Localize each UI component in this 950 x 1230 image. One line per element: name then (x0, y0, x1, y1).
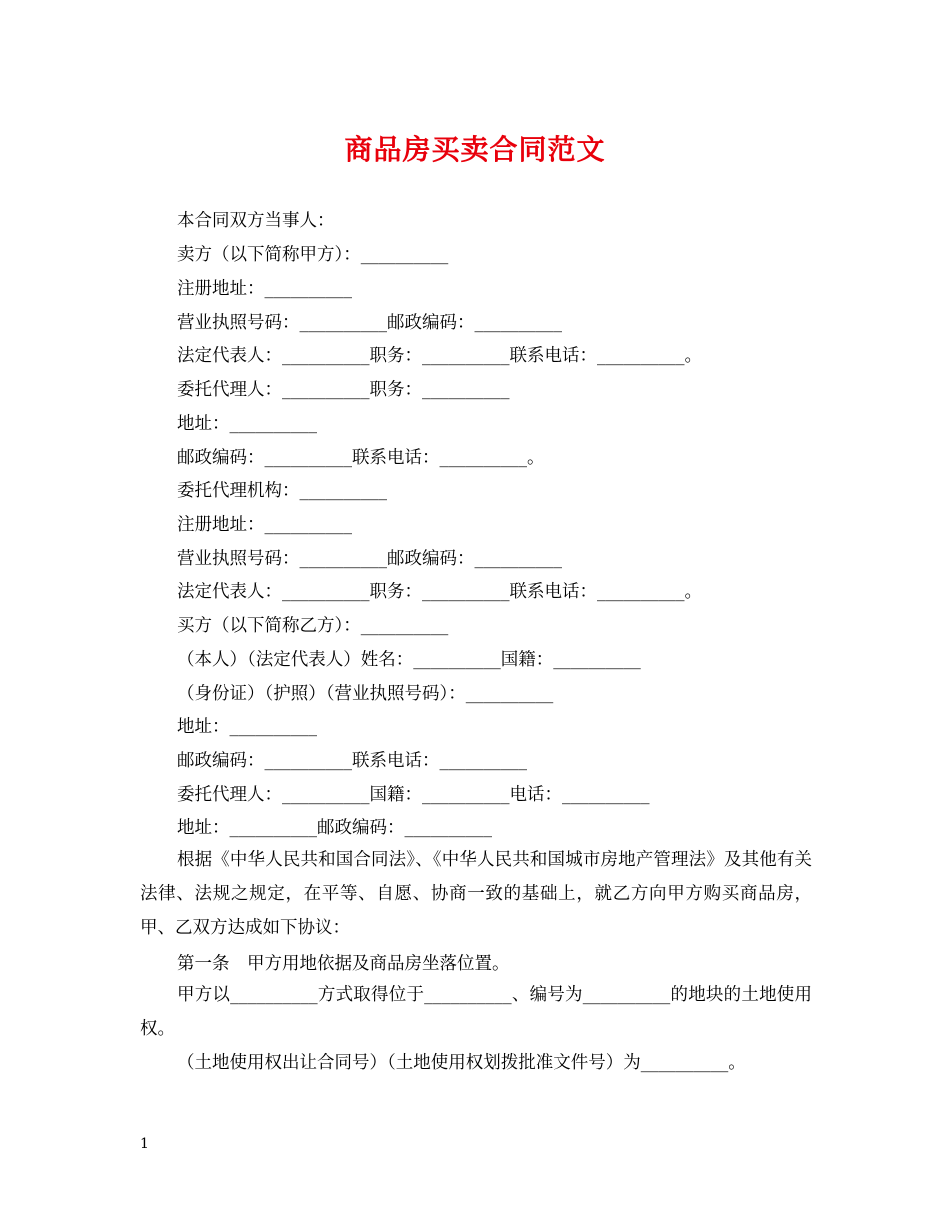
text-line: 营业执照号码：__________邮政编码：__________ (177, 549, 562, 569)
text-line: 法定代表人：__________职务：__________联系电话：__________。 (177, 582, 702, 602)
text-line: 委托代理人：__________职务：__________ (177, 380, 510, 400)
text-line: 邮政编码：__________联系电话：__________ (177, 751, 527, 771)
text-line: 委托代理机构：__________ (177, 481, 387, 501)
text-line: 买方（以下简称乙方）：__________ (177, 616, 449, 636)
text-line: 地址：__________邮政编码：__________ (177, 818, 492, 838)
text-line: 地址：__________ (177, 717, 317, 737)
text-line: 卖方（以下简称甲方）：__________ (177, 245, 449, 265)
text-line: （身份证）（护照）（营业执照号码）：__________ (177, 684, 554, 704)
page-number: 1 (140, 1136, 149, 1152)
text-line: 注册地址：__________ (177, 515, 352, 535)
text-line: 本合同双方当事人： (177, 211, 335, 231)
contract-number-paragraph: （土地使用权出让合同号）（土地使用权划拨批准文件号）为__________。 (177, 1053, 746, 1073)
basis-paragraph: 根据《中华人民共和国合同法》、《中华人民共和国城市房地产管理法》及其他有关法律、法规之规定，在平等、自愿、协商一致的基础上，就乙方向甲方购买商品房，甲、乙双方达成如下协议： (140, 850, 812, 938)
text-line: 邮政编码：__________联系电话：__________。 (177, 448, 545, 468)
document-title: 商品房买卖合同范文 (344, 133, 606, 166)
text-line: （本人）（法定代表人）姓名：__________国籍：__________ (177, 650, 641, 670)
text-line: 地址：__________ (177, 414, 317, 434)
article-heading: 第一条 甲方用地依据及商品房坐落位置。 (177, 954, 510, 974)
text-line: 注册地址：__________ (177, 279, 352, 299)
land-paragraph: 甲方以__________方式取得位于__________、编号为__________的地块的土地使用权。 (140, 985, 812, 1039)
text-line: 法定代表人：__________职务：__________联系电话：__________。 (177, 346, 702, 366)
text-line: 营业执照号码：__________邮政编码：__________ (177, 313, 562, 333)
text-line: 委托代理人：__________国籍：__________电话：__________ (177, 785, 650, 805)
